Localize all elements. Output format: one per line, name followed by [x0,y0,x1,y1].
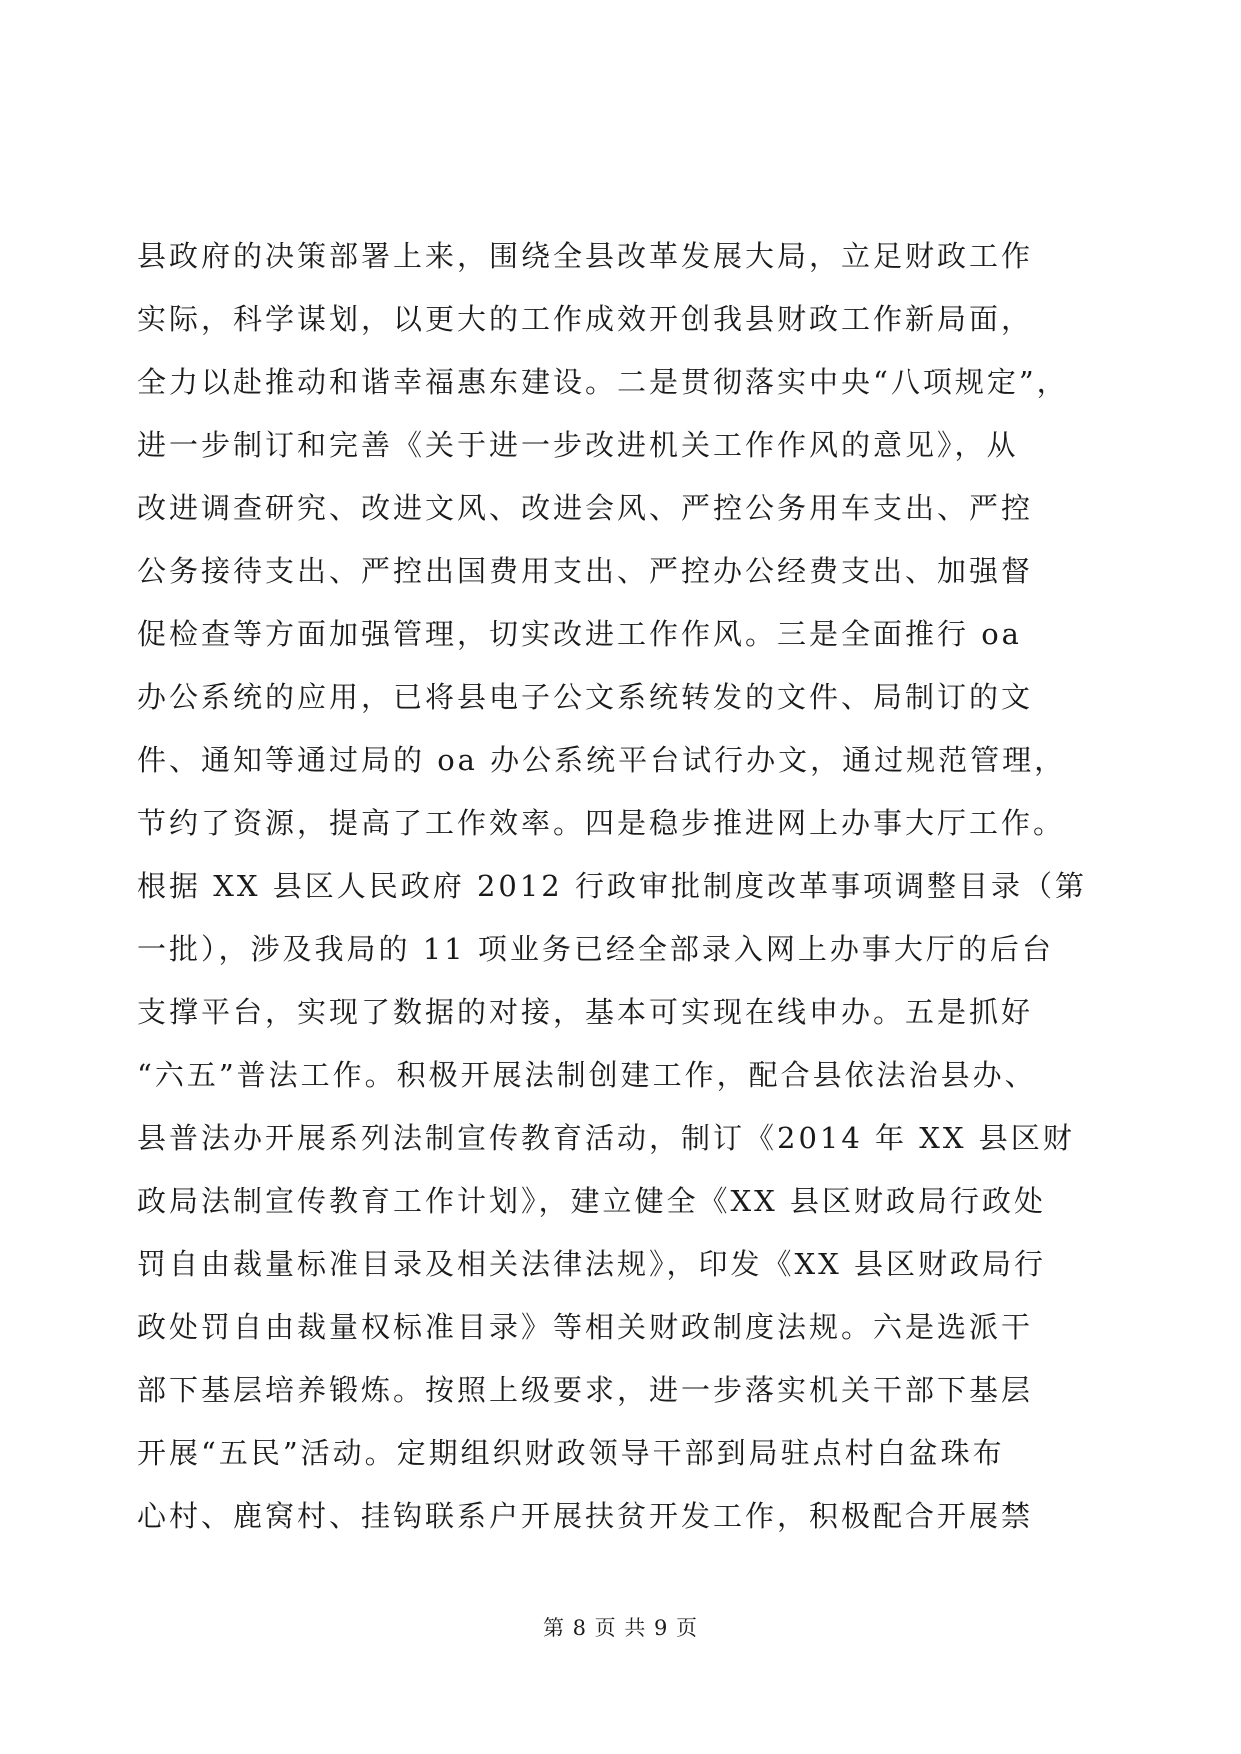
text-line: 公务接待支出、严控出国费用支出、严控办公经费支出、加强督 [137,554,1034,588]
text-line: 改进调查研究、改进文风、改进会风、严控公务用车支出、严控 [137,491,1034,525]
text-line: 县政府的决策部署上来，围绕全县改革发展大局，立足财政工作 [137,239,1034,273]
text-line: 政处罚自由裁量权标准目录》等相关财政制度法规。六是选派干 [137,1310,1034,1344]
text-line: 进一步制订和完善《关于进一步改进机关工作作风的意见》，从 [137,428,1019,462]
text-line: “六五”普法工作。积极开展法制创建工作，配合县依法治县办、 [137,1058,1037,1092]
text-line: 部下基层培养锻炼。按照上级要求，进一步落实机关干部下基层 [137,1373,1034,1407]
text-line: 支撑平台，实现了数据的对接，基本可实现在线申办。五是抓好 [137,995,1034,1029]
text-line: 罚自由裁量标准目录及相关法律法规》，印发《XX 县区财政局行 [137,1247,1047,1281]
text-line: 根据 XX 县区人民政府 2012 行政审批制度改革事项调整目录（第 [137,869,1087,903]
body-text [137,225,1117,1548]
text-line: 节约了资源，提高了工作效率。四是稳步推进网上办事大厅工作。 [137,806,1066,840]
text-line: 办公系统的应用，已将县电子公文系统转发的文件、局制订的文 [137,680,1034,714]
text-line: 县普法办开展系列法制宣传教育活动，制订《2014 年 XX 县区财 [137,1121,1075,1155]
text-line: 一批），涉及我局的 11 项业务已经全部录入网上办事大厅的后台 [137,932,1054,966]
page-number-footer: 第 8 页 共 9 页 [542,1616,699,1640]
text-line: 件、通知等通过局的 oa 办公系统平台试行办文，通过规范管理， [137,743,1067,777]
text-line: 促检查等方面加强管理，切实改进工作作风。三是全面推行 oa [137,617,1022,651]
text-line: 实际，科学谋划，以更大的工作成效开创我县财政工作新局面， [137,302,1034,336]
text-line: 心村、鹿窝村、挂钩联系户开展扶贫开发工作，积极配合开展禁 [137,1499,1034,1533]
text-line: 全力以赴推动和谐幸福惠东建设。二是贯彻落实中央“八项规定”， [137,365,1069,399]
text-line: 政局法制宣传教育工作计划》，建立健全《XX 县区财政局行政处 [137,1184,1047,1218]
text-line: 开展“五民”活动。定期组织财政领导干部到局驻点村白盆珠布 [137,1436,1005,1470]
